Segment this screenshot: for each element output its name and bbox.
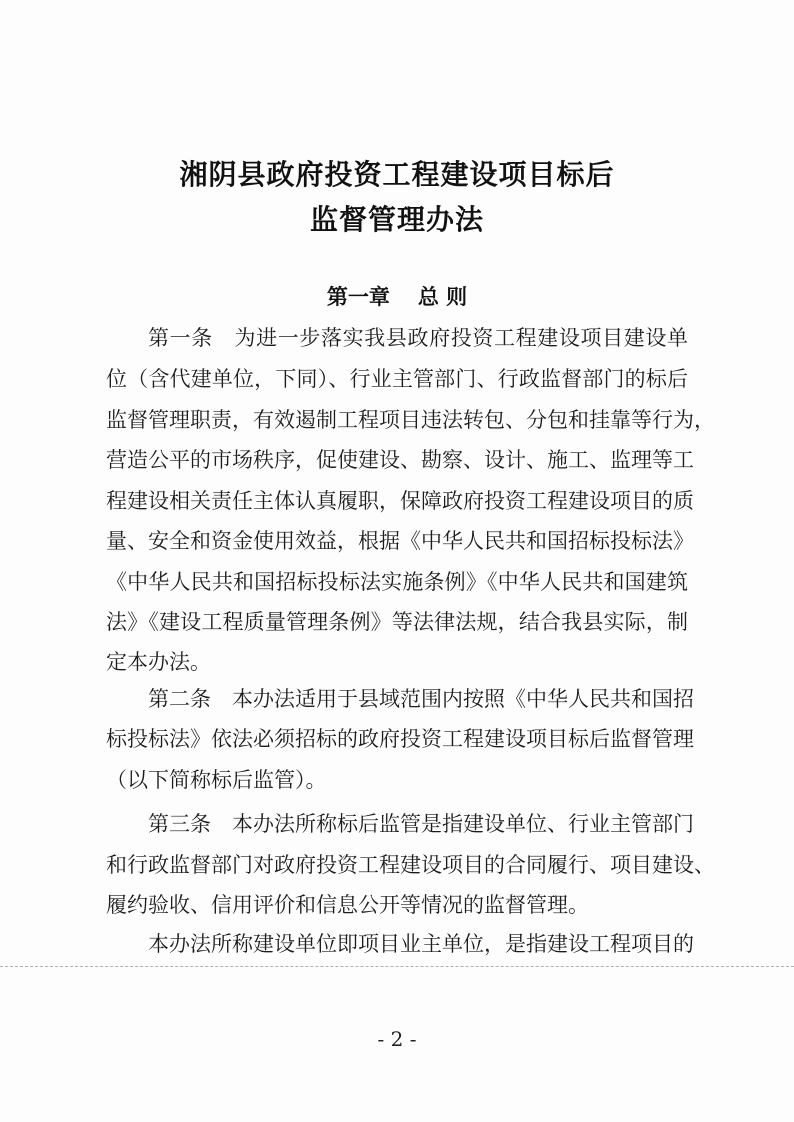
- page-number: - 2 -: [377, 1027, 417, 1051]
- paragraph-line: 本办法所称建设单位即项目业主单位，是指建设工程项目的: [148, 932, 694, 956]
- paragraph-line: 定本办法。: [106, 650, 211, 674]
- paragraph-line: 量、安全和资金使用效益，根据《中华人民共和国招标投标法》: [106, 529, 694, 553]
- paragraph-line: 履约验收、信用评价和信息公开等情况的监督管理。: [106, 893, 589, 917]
- paragraph-line: 第三条 本办法所称标后监管是指建设单位、行业主管部门: [148, 812, 694, 836]
- scan-artifact-divider: [0, 966, 794, 967]
- paragraph-line: （以下简称标后监管）。: [106, 768, 327, 792]
- chapter-heading: [0, 281, 794, 311]
- document-title-line-2: 监督管理办法: [309, 203, 484, 236]
- paragraph-line: 第二条 本办法适用于县域范围内按照《中华人民共和国招: [148, 687, 694, 711]
- paragraph-line: 第一条 为进一步落实我县政府投资工程建设项目建设单: [148, 326, 688, 350]
- paragraph-line: 程建设相关责任主体认真履职，保障政府投资工程建设项目的质: [106, 489, 694, 513]
- paragraph-line: 和行政监督部门对政府投资工程建设项目的合同履行、项目建设、: [106, 853, 715, 877]
- paragraph-line: 法》《建设工程质量管理条例》等法律法规，结合我县实际，制: [106, 610, 688, 634]
- chapter-label: 第一章: [326, 285, 390, 309]
- document-title-line-1: 湘阴县政府投资工程建设项目标后: [179, 158, 615, 191]
- chapter-title: 总 则: [417, 285, 468, 309]
- paragraph-line: 监督管理职责，有效遏制工程项目违法转包、分包和挂靠等行为，: [106, 408, 715, 432]
- paragraph-line: 营造公平的市场秩序，促使建设、勘察、设计、施工、监理等工: [106, 448, 694, 472]
- paragraph-line: 标投标法》依法必须招标的政府投资工程建设项目标后监督管理: [106, 727, 694, 751]
- paragraph-line: 《中华人民共和国招标投标法实施条例》《中华人民共和国建筑: [106, 570, 688, 594]
- paragraph-line: 位（含代建单位，下同）、行业主管部门、行政监督部门的标后: [106, 367, 688, 391]
